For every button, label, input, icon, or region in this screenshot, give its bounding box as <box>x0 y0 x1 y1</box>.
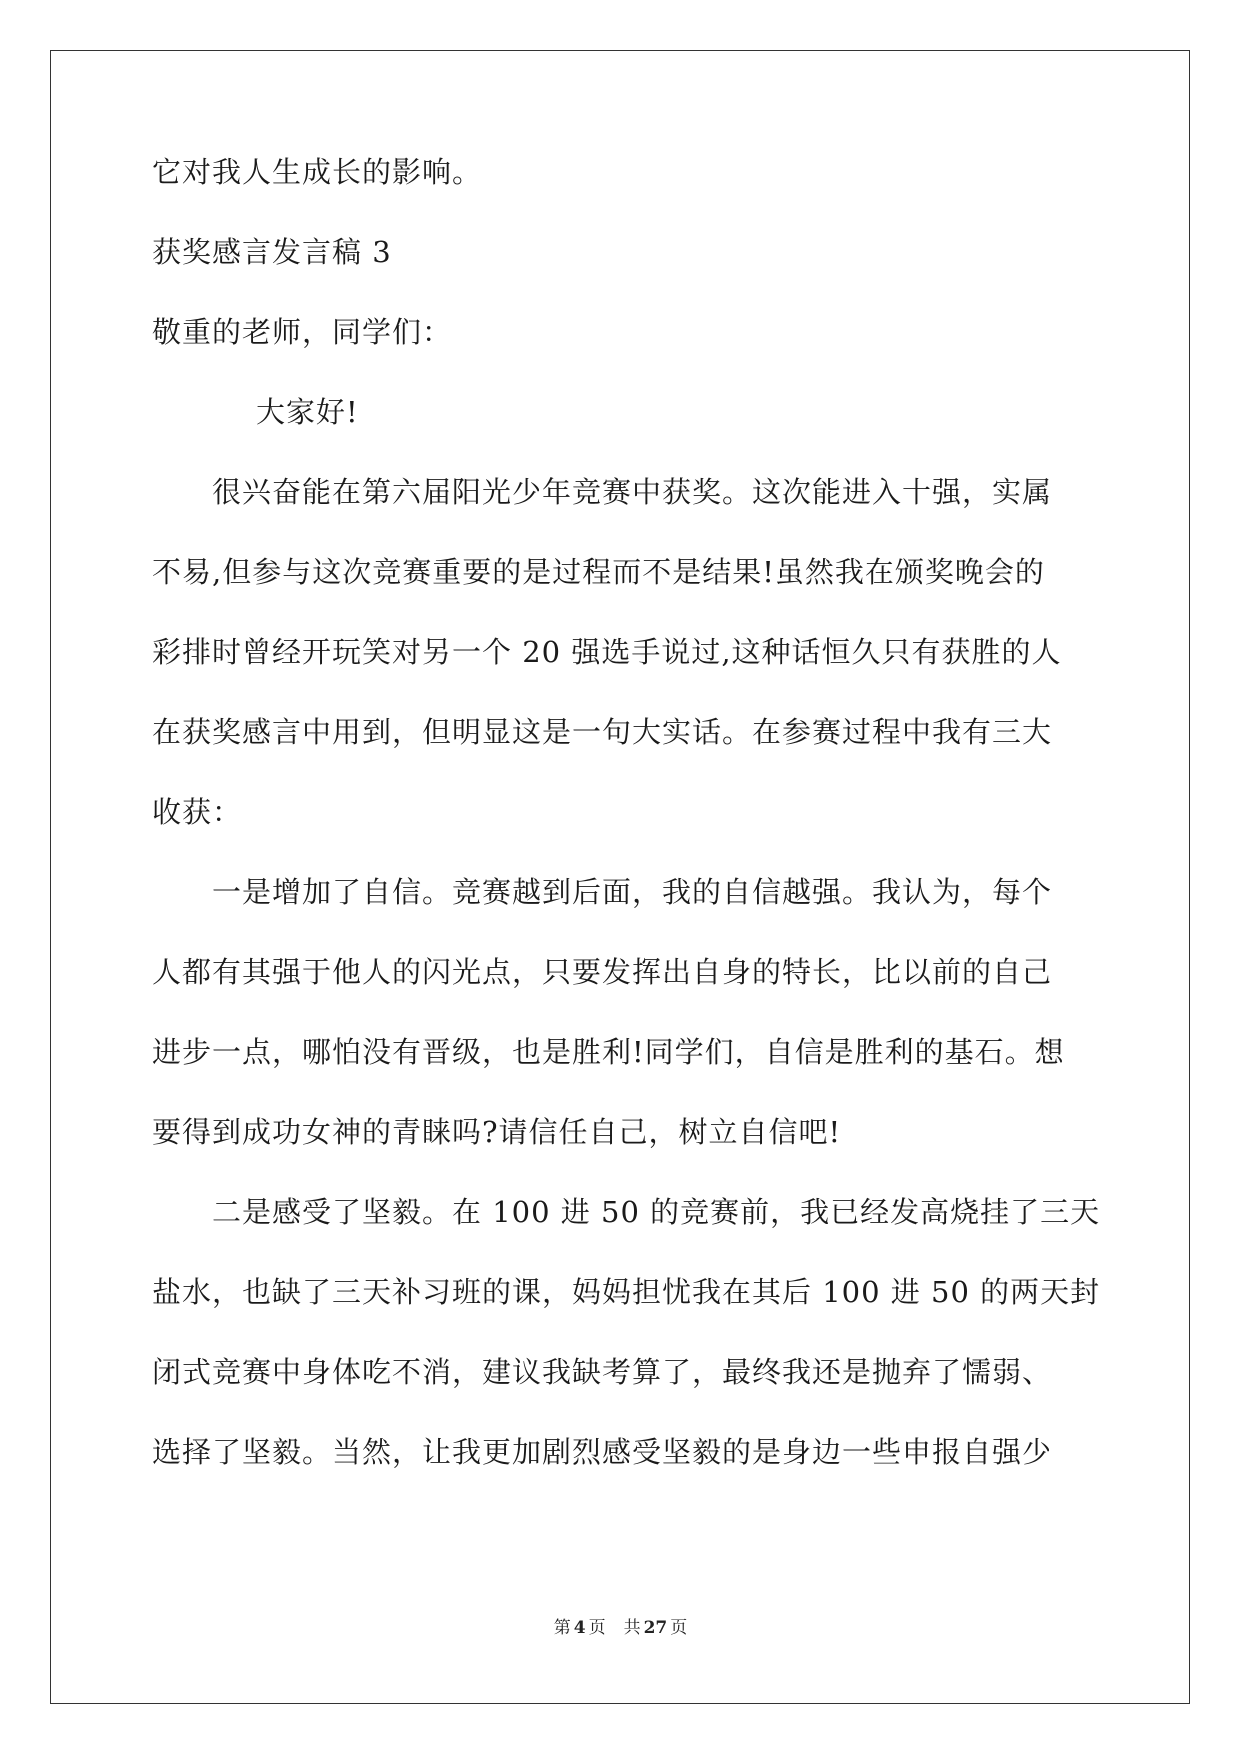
text-line: 人都有其强于他人的闪光点，只要发挥出自身的特长，比以前的自己 <box>152 955 1053 989</box>
text-line: 很兴奋能在第六届阳光少年竞赛中获奖。这次能进入十强，实属 <box>212 475 1053 509</box>
text-line: 盐水，也缺了三天补习班的课，妈妈担忧我在其后 100 进 50 的两天封 <box>152 1275 1101 1309</box>
text-line: 进步一点，哪怕没有晋级，也是胜利!同学们，自信是胜利的基石。想 <box>152 1035 1065 1069</box>
total-prefix: 共 <box>623 1618 641 1638</box>
text-line: 在获奖感言中用到，但明显这是一句大实话。在参赛过程中我有三大 <box>152 715 1053 749</box>
section-heading: 获奖感言发言稿 3 <box>152 235 392 269</box>
text-line: 彩排时曾经开玩笑对另一个 20 强选手说过,这种话恒久只有获胜的人 <box>152 635 1062 669</box>
text-line: 收获： <box>152 795 243 829</box>
text-line: 不易,但参与这次竞赛重要的是过程而不是结果!虽然我在颁奖晚会的 <box>152 555 1045 589</box>
page-current: 4 <box>573 1618 586 1638</box>
text-line: 二是感受了坚毅。在 100 进 50 的竞赛前，我已经发高烧挂了三天 <box>212 1195 1101 1229</box>
text-line: 它对我人生成长的影响。 <box>152 155 483 189</box>
page-prefix: 第 <box>553 1618 571 1638</box>
text-line: 选择了坚毅。当然，让我更加剧烈感受坚毅的是身边一些申报自强少 <box>152 1435 1053 1469</box>
total-suffix: 页 <box>670 1618 688 1638</box>
page-suffix: 页 <box>588 1618 606 1638</box>
greeting: 大家好! <box>256 395 359 429</box>
text-line: 一是增加了自信。竞赛越到后面，我的自信越强。我认为，每个 <box>212 875 1053 909</box>
page-footer <box>0 1616 1241 1640</box>
text-line: 闭式竞赛中身体吃不消，建议我缺考算了，最终我还是抛弃了懦弱、 <box>152 1355 1053 1389</box>
salutation: 敬重的老师，同学们： <box>152 315 453 349</box>
page-total: 27 <box>643 1618 668 1638</box>
text-line: 要得到成功女神的青睐吗?请信任自己，树立自信吧! <box>152 1115 842 1149</box>
